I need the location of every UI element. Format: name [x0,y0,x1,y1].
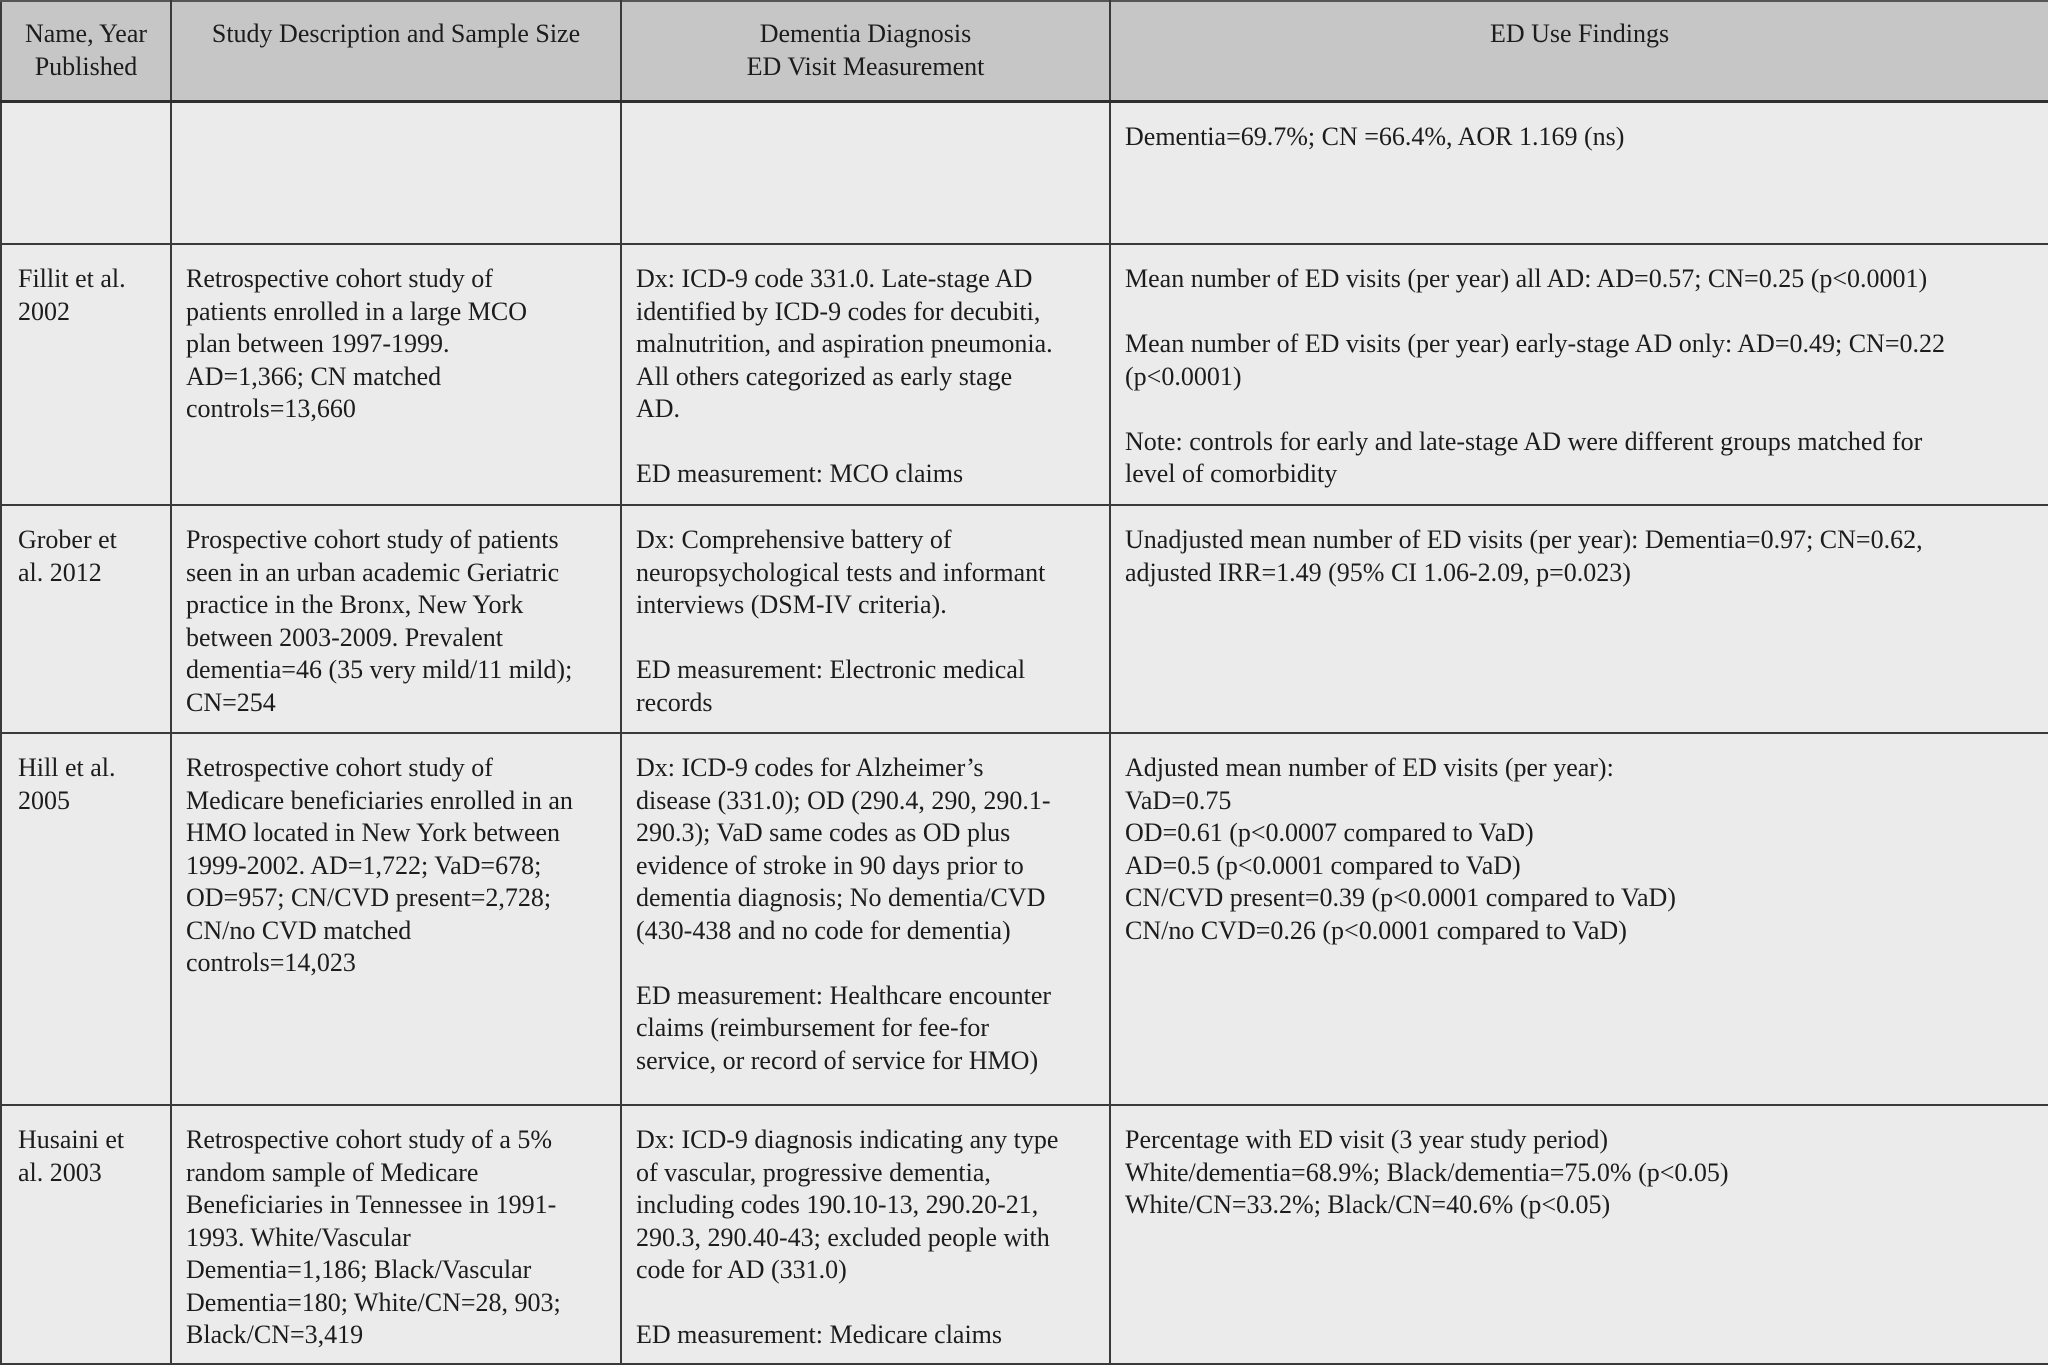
cell-name-year [1,101,171,244]
diagnosis-line: malnutrition, and aspiration pneumonia. [636,329,1053,358]
findings-paragraph [1125,426,2036,491]
cell-diagnosis [621,1105,1110,1364]
diagnosis-line: 290.3, 290.40-43; excluded people with [636,1222,1050,1252]
header-study-description [171,1,621,101]
cell-description [171,101,621,244]
study-name-line: Hill et al. [18,753,116,782]
table-header [1,1,2048,101]
diagnosis-line: Dx: ICD-9 diagnosis indicating any type [636,1125,1059,1154]
table-row [1,505,2048,733]
findings-paragraph [1125,1124,2036,1222]
description-line: seen in an urban academic Geriatric [186,557,560,587]
diagnosis-paragraph [636,524,1099,622]
diagnosis-line: 290.3); VaD same codes as OD plus [636,818,1011,847]
diagnosis-line: ED measurement: Healthcare encounter [636,980,1052,1010]
cell-diagnosis [621,505,1110,733]
description-line: CN=254 [186,687,276,717]
header-dementia-diagnosis [621,1,1110,101]
cell-description [171,505,621,733]
diagnosis-line: All others categorized as early stage [636,361,1013,391]
diagnosis-line: claims (reimbursement for fee-for [636,1013,990,1042]
description-line: plan between 1997-1999. [186,329,450,358]
header-text-line: ED Use Findings [1489,19,1670,48]
study-name-line: Grober et [18,525,117,554]
study-name-line: al. 2012 [18,557,102,587]
diagnosis-line: ED measurement: MCO claims [636,459,964,488]
diagnosis-line: Dx: ICD-9 code 331.0. Late-stage AD [636,264,1033,293]
diagnosis-paragraph [636,980,1099,1078]
description-line: OD=957; CN/CVD present=2,728; [186,883,552,912]
description-line: CN/no CVD matched [186,915,412,945]
description-line: Retrospective cohort study of [186,264,493,293]
diagnosis-paragraph [636,654,1099,719]
findings-line: adjusted IRR=1.49 (95% CI 1.06-2.09, p=0.023) [1125,557,1631,587]
description-line: Medicare beneficiaries enrolled in an [186,785,573,815]
cell-findings [1110,505,2048,733]
diagnosis-line: (430-438 and no code for dementia) [636,915,1011,945]
cell-name-year [1,1105,171,1364]
diagnosis-paragraph [636,752,1099,947]
findings-paragraph [1125,328,2036,393]
cell-name-year [1,733,171,1105]
header-text-line: Published [34,51,138,81]
header-text-line: Dementia Diagnosis [759,19,972,48]
description-line: Black/CN=3,419 [186,1320,364,1349]
diagnosis-paragraph [636,1319,1099,1352]
study-name-line: 2002 [18,296,70,326]
diagnosis-line: evidence of stroke in 90 days prior to [636,850,1024,880]
findings-line: Mean number of ED visits (per year) early-stage AD only: AD=0.49; CN=0.22 [1125,329,1945,358]
cell-diagnosis [621,244,1110,505]
header-text-line: ED Visit Measurement [746,51,985,81]
findings-paragraph [1125,263,2036,296]
diagnosis-line: service, or record of service for HMO) [636,1045,1039,1075]
diagnosis-line: AD. [636,394,681,423]
findings-paragraph [1125,121,2036,154]
header-name-year [1,1,171,101]
header-text-line: Study Description and Sample Size [211,19,581,48]
description-line: practice in the Bronx, New York [186,590,524,619]
cell-findings [1110,1105,2048,1364]
findings-line: Note: controls for early and late-stage AD were different groups matched for [1125,426,1923,456]
cell-name-year [1,244,171,505]
study-name-line: al. 2003 [18,1157,102,1187]
diagnosis-line: records [636,687,713,717]
description-line: Dementia=1,186; Black/Vascular [186,1255,532,1284]
table-row [1,101,2048,244]
findings-line: level of comorbidity [1125,459,1338,488]
description-line: Retrospective cohort study of [186,753,493,782]
description-line: 1993. White/Vascular [186,1222,411,1252]
description-line: controls=14,023 [186,948,356,977]
findings-paragraph [1125,752,2036,947]
cell-description [171,733,621,1105]
diagnosis-line: Dx: Comprehensive battery of [636,525,952,554]
description-line: Retrospective cohort study of a 5% [186,1125,553,1154]
diagnosis-paragraph [636,263,1099,426]
findings-line: CN/CVD present=0.39 (p<0.0001 compared to VaD) [1125,883,1676,912]
findings-line: OD=0.61 (p<0.0007 compared to VaD) [1125,818,1534,847]
cell-diagnosis [621,101,1110,244]
study-name-line: Fillit et al. [18,264,126,293]
findings-line: Dementia=69.7%; CN =66.4%, AOR 1.169 (ns) [1125,121,1625,151]
findings-line: VaD=0.75 [1125,785,1232,815]
diagnosis-line: disease (331.0); OD (290.4, 290, 290.1- [636,785,1051,815]
diagnosis-paragraph [636,458,1099,491]
table-row [1,733,2048,1105]
description-line: HMO located in New York between [186,818,561,847]
description-line: Prospective cohort study of patients [186,525,559,554]
description-line: Dementia=180; White/CN=28, 903; [186,1287,561,1317]
description-line: controls=13,660 [186,394,356,423]
table-row [1,1105,2048,1364]
cell-description [171,244,621,505]
findings-line: Mean number of ED visits (per year) all AD: AD=0.57; CN=0.25 (p<0.0001) [1125,264,1928,293]
findings-line: White/dementia=68.9%; Black/dementia=75.0% (p<0.05) [1125,1157,1729,1187]
diagnosis-line: including codes 190.10-13, 290.20-21, [636,1190,1039,1219]
table-row [1,244,2048,505]
cell-description [171,1105,621,1364]
diagnosis-line: ED measurement: Medicare claims [636,1320,1003,1349]
findings-line: Unadjusted mean number of ED visits (per year): Dementia=0.97; CN=0.62, [1125,525,1923,554]
diagnosis-line: ED measurement: Electronic medical [636,655,1026,684]
diagnosis-paragraph [636,1124,1099,1287]
description-line: random sample of Medicare [186,1157,479,1187]
diagnosis-line: interviews (DSM-IV criteria). [636,590,947,619]
study-name-line: Husaini et [18,1125,125,1154]
cell-diagnosis [621,733,1110,1105]
description-line: between 2003-2009. Prevalent [186,622,503,652]
findings-line: AD=0.5 (p<0.0001 compared to VaD) [1125,850,1521,880]
diagnosis-line: identified by ICD-9 codes for decubiti, [636,296,1041,326]
description-line: 1999-2002. AD=1,722; VaD=678; [186,850,542,880]
cell-name-year [1,505,171,733]
diagnosis-line: dementia diagnosis; No dementia/CVD [636,883,1046,912]
header-text-line: Name, Year [24,19,148,48]
description-line: Beneficiaries in Tennessee in 1991- [186,1190,557,1219]
description-line: patients enrolled in a large MCO [186,296,528,326]
description-line: AD=1,366; CN matched [186,361,442,391]
cell-findings [1110,244,2048,505]
findings-line: CN/no CVD=0.26 (p<0.0001 compared to VaD) [1125,915,1627,945]
diagnosis-line: neuropsychological tests and informant [636,557,1046,587]
table-body [1,101,2048,1364]
findings-paragraph [1125,524,2036,589]
header-row [1,1,2048,101]
findings-line: (p<0.0001) [1125,361,1242,391]
findings-line: White/CN=33.2%; Black/CN=40.6% (p<0.05) [1125,1190,1611,1219]
description-line: dementia=46 (35 very mild/11 mild); [186,655,573,684]
diagnosis-line: code for AD (331.0) [636,1255,847,1284]
header-ed-use-findings [1110,1,2048,101]
findings-line: Percentage with ED visit (3 year study period) [1125,1125,1609,1154]
findings-line: Adjusted mean number of ED visits (per year): [1125,753,1614,782]
diagnosis-line: Dx: ICD-9 codes for Alzheimer’s [636,753,984,782]
cell-findings [1110,733,2048,1105]
diagnosis-line: of vascular, progressive dementia, [636,1157,991,1187]
cell-findings [1110,101,2048,244]
study-name-line: 2005 [18,785,70,815]
